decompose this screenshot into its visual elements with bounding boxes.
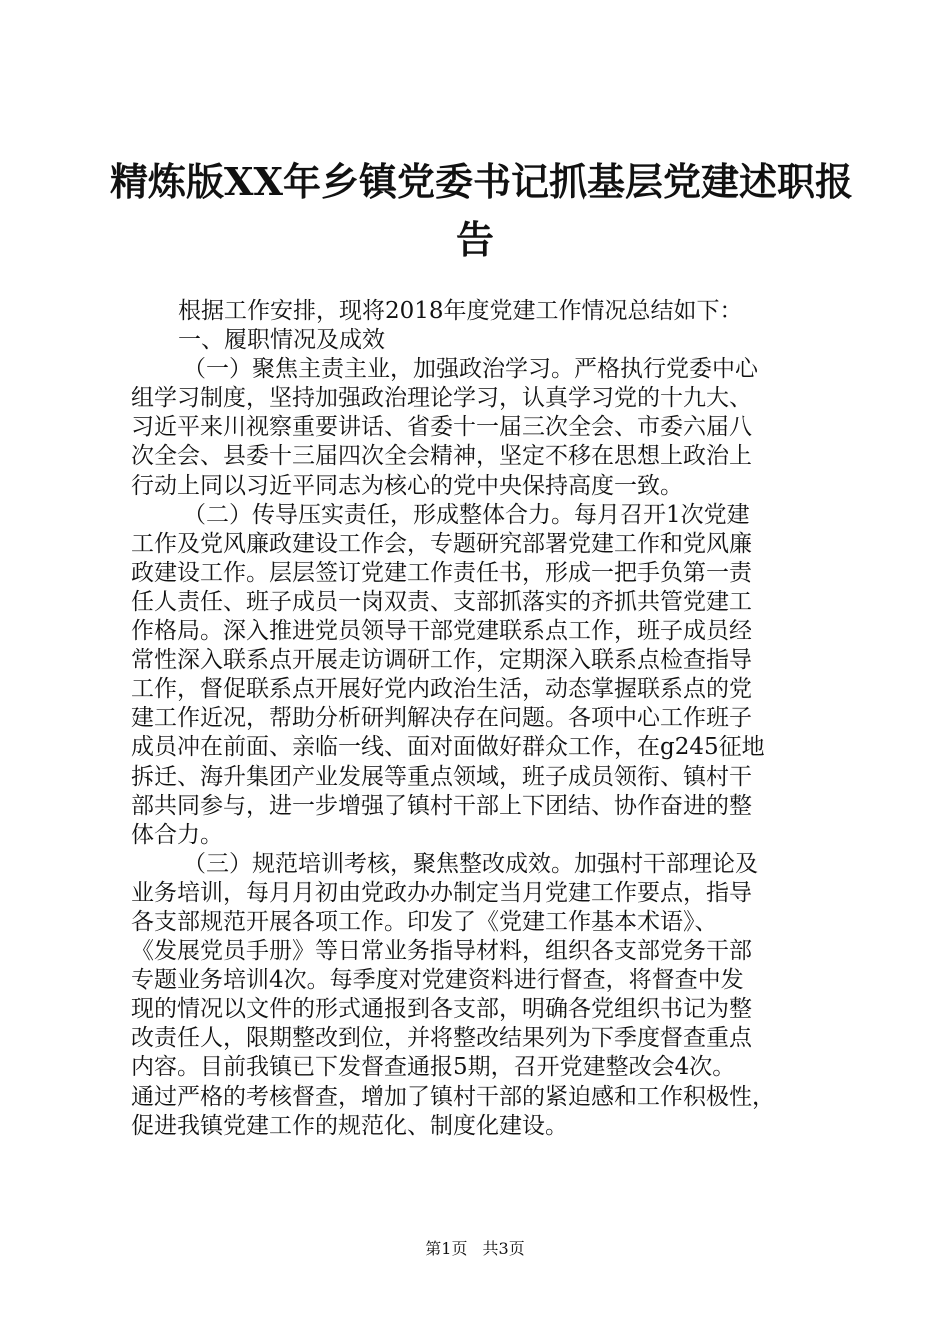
paragraph-line: 次全会、县委十三届四次全会精神，坚定不移在思想上政治上 — [131, 443, 752, 470]
paragraph-line: 成员冲在前面、亲临一线、面对面做好群众工作，在g245征地 — [131, 734, 765, 761]
page-footer — [0, 1238, 950, 1260]
paragraph-line: 工作及党风廉政建设工作会，专题研究部署党建工作和党风廉 — [131, 530, 752, 557]
page-total: 共3页 — [482, 1239, 525, 1258]
paragraph-line: 习近平来川视察重要讲话、省委十一届三次全会、市委六届八 — [131, 414, 752, 441]
paragraph-line: 通过严格的考核督查，增加了镇村干部的紧迫感和工作积极性， — [131, 1083, 775, 1110]
paragraph-line: 业务培训，每月月初由党政办办制定当月党建工作要点，指导 — [131, 879, 752, 906]
paragraph-line: 组学习制度，坚持加强政治理论学习，认真学习党的十九大、 — [131, 385, 752, 412]
paragraph-line: 促进我镇党建工作的规范化、制度化建设。 — [131, 1112, 568, 1139]
paragraph-line: 建工作近况，帮助分析研判解决存在问题。各项中心工作班子 — [131, 705, 752, 732]
paragraph-line: 专题业务培训4次。每季度对党建资料进行督查，将督查中发 — [131, 967, 744, 994]
paragraph-line: 《发展党员手册》等日常业务指导材料，组织各支部党务干部 — [131, 938, 752, 965]
paragraph-line: （一）聚焦主责主业，加强政治学习。严格执行党委中心 — [183, 356, 758, 383]
page-number: 第1页 — [425, 1239, 468, 1258]
section-heading: 一、履职情况及成效 — [178, 327, 385, 354]
paragraph-line: （三）规范培训考核，聚焦整改成效。加强村干部理论及 — [183, 850, 758, 877]
paragraph-line: 体合力。 — [131, 821, 223, 848]
paragraph-line: 行动上同以习近平同志为核心的党中央保持高度一致。 — [131, 472, 683, 499]
document-title-line-2: 告 — [455, 217, 494, 262]
paragraph-line: 改责任人，限期整改到位，并将整改结果列为下季度督查重点 — [131, 1025, 752, 1052]
paragraph-line: 政建设工作。层层签订党建工作责任书，形成一把手负第一责 — [131, 559, 752, 586]
paragraph-line: 现的情况以文件的形式通报到各支部，明确各党组织书记为整 — [131, 996, 752, 1023]
paragraph-line: 任人责任、班子成员一岗双责、支部抓落实的齐抓共管党建工 — [131, 588, 752, 615]
paragraph-line: 作格局。深入推进党员领导干部党建联系点工作，班子成员经 — [131, 618, 752, 645]
document-title-line-1: 精炼版XX年乡镇党委书记抓基层党建述职报 — [110, 159, 853, 204]
paragraph-line: 工作，督促联系点开展好党内政治生活，动态掌握联系点的党 — [131, 676, 752, 703]
document-body — [131, 297, 831, 1141]
paragraph-line: 常性深入联系点开展走访调研工作，定期深入联系点检查指导 — [131, 647, 752, 674]
paragraph-line: 拆迁、海升集团产业发展等重点领域，班子成员领衔、镇村干 — [131, 763, 752, 790]
paragraph-line: （二）传导压实责任，形成整体合力。每月召开1次党建 — [183, 501, 750, 528]
paragraph-line: 部共同参与，进一步增强了镇村干部上下团结、协作奋进的整 — [131, 792, 752, 819]
paragraph-line: 内容。目前我镇已下发督查通报5期，召开党建整改会4次。 — [131, 1054, 736, 1081]
paragraph-line: 各支部规范开展各项工作。印发了《党建工作基本术语》、 — [131, 908, 718, 935]
intro-paragraph: 根据工作安排，现将2018年度党建工作情况总结如下： — [178, 298, 743, 324]
